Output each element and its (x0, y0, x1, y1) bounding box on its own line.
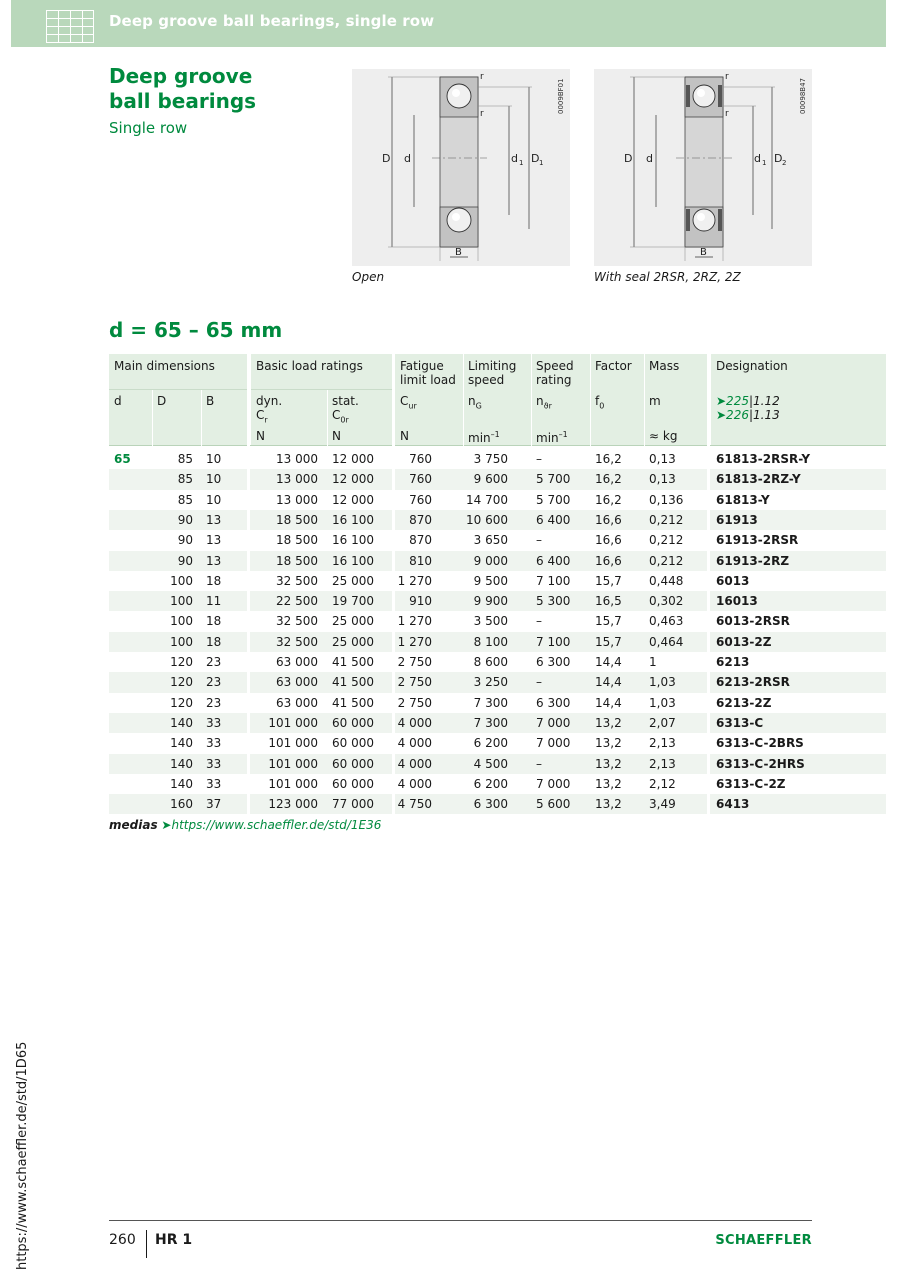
cell-nthr: 5 700 (536, 472, 571, 487)
cell-nG: 7 300 (473, 695, 508, 710)
cell-C0r: 16 100 (332, 553, 374, 568)
cell-B: 23 (206, 675, 222, 690)
cell-nG: 8 100 (473, 634, 508, 649)
cell-f0: 16,2 (595, 472, 622, 487)
cell-Cur: 2 750 (397, 675, 432, 690)
cell-nG: 3 650 (473, 533, 508, 548)
cell-nthr: 7 000 (536, 715, 571, 730)
cell-Cur: 1 270 (397, 634, 432, 649)
cell-C0r: 25 000 (332, 573, 374, 588)
designation-cell: 61813-Y (716, 492, 770, 507)
unit-nthr: $\min^{-1}$ (536, 430, 568, 445)
cell-Cur: 2 750 (397, 655, 432, 669)
cell-m: 2,13 (649, 756, 676, 771)
designation-cell: 6213 (716, 655, 750, 669)
header-title: Deep groove ball bearings, single row (109, 12, 435, 30)
figure-sealed-caption: With seal 2RSR, 2RZ, 2Z (594, 270, 741, 284)
cell-nG: 8 600 (473, 655, 508, 669)
designation-cell: 6313-C-2HRS (716, 756, 805, 771)
cell-f0: 16,6 (595, 553, 622, 568)
col-D: D (157, 394, 167, 408)
cell-f0: 14,4 (595, 675, 622, 690)
svg-text:d: d (754, 152, 761, 165)
table-row (109, 713, 886, 733)
col-f0: $f_0$ (595, 394, 605, 411)
cell-D: 140 (170, 776, 193, 791)
cell-C0r: 12 000 (332, 452, 374, 466)
cell-nG: 3 250 (473, 675, 508, 690)
col-group-main: Main dimensions (114, 359, 215, 373)
designation-cell: 16013 (716, 594, 758, 609)
cell-nthr: 5 700 (536, 492, 571, 507)
designation-cell: 6013-2Z (716, 634, 772, 649)
cell-nthr: 5 600 (536, 797, 571, 812)
cell-Cr: 32 500 (276, 573, 318, 588)
footer-divider (109, 1220, 812, 1221)
svg-text:D: D (531, 152, 540, 165)
cell-D: 100 (170, 594, 193, 609)
cell-B: 11 (206, 594, 222, 609)
cell-Cur: 760 (409, 452, 432, 466)
table-row (109, 733, 886, 753)
svg-text:0009BF01: 0009BF01 (557, 78, 565, 114)
table-row (109, 510, 886, 530)
cell-D: 120 (170, 655, 193, 669)
unit-Cr: N (256, 429, 265, 443)
cell-f0: 14,4 (595, 655, 622, 669)
designation-cell: 6213-2RSR (716, 675, 790, 690)
svg-text:B: B (455, 247, 462, 258)
cell-f0: 13,2 (595, 715, 622, 730)
cell-B: 18 (206, 634, 222, 649)
svg-text:d: d (646, 152, 653, 165)
open-bearing-drawing (352, 69, 570, 266)
designation-cell: 6213-2Z (716, 695, 772, 710)
cell-C0r: 16 100 (332, 533, 374, 548)
cell-D: 90 (177, 533, 193, 548)
table-row (109, 449, 886, 469)
cell-m: 0,464 (649, 634, 684, 649)
cell-Cur: 4 000 (397, 715, 432, 730)
cell-Cur: 1 270 (397, 573, 432, 588)
table-row (109, 774, 886, 794)
col-m: m (649, 394, 661, 408)
svg-text:1: 1 (539, 159, 544, 167)
col-group-limiting: Limiting speed (468, 359, 517, 387)
svg-text:r: r (480, 72, 484, 82)
cell-C0r: 60 000 (332, 776, 374, 791)
sealed-bearing-drawing (594, 69, 812, 266)
figure-open-bearing (352, 69, 570, 266)
cell-nthr: 6 300 (536, 695, 571, 710)
cell-C0r: 19 700 (332, 594, 374, 609)
cell-nG: 7 300 (473, 715, 508, 730)
cell-B: 23 (206, 695, 222, 710)
cell-B: 13 (206, 533, 222, 548)
cell-C0r: 41 500 (332, 655, 374, 669)
cell-nthr: – (536, 675, 542, 690)
cell-Cr: 18 500 (276, 553, 318, 568)
cell-nG: 9 000 (473, 553, 508, 568)
cell-f0: 13,2 (595, 797, 622, 812)
cell-D: 140 (170, 756, 193, 771)
col-Cr: dyn. $C_r$ (256, 394, 283, 425)
designation-cell: 61813-2RSR-Y (716, 452, 811, 466)
cell-B: 18 (206, 573, 222, 588)
cell-nG: 6 200 (473, 776, 508, 791)
cell-nthr: 7 000 (536, 736, 571, 751)
table-row (109, 652, 886, 672)
cell-C0r: 25 000 (332, 634, 374, 649)
cell-B: 13 (206, 553, 222, 568)
cell-C0r: 60 000 (332, 756, 374, 771)
cell-C0r: 16 100 (332, 512, 374, 527)
cell-m: 2,12 (649, 776, 676, 791)
cell-C0r: 77 000 (332, 797, 374, 812)
svg-text:d: d (511, 152, 518, 165)
cell-nG: 10 600 (466, 512, 508, 527)
cell-B: 33 (206, 715, 222, 730)
cell-nthr: 7 100 (536, 634, 571, 649)
cell-D: 100 (170, 614, 193, 629)
cell-Cur: 870 (409, 533, 432, 548)
svg-text:D: D (624, 152, 633, 165)
cell-nthr: 6 400 (536, 512, 571, 527)
col-group-speed: Speed rating (536, 359, 574, 387)
cell-nthr: 6 400 (536, 553, 571, 568)
designation-cell: 61913 (716, 512, 758, 527)
cell-Cur: 870 (409, 512, 432, 527)
svg-text:r: r (725, 109, 729, 119)
medias-link[interactable]: medias ➤https://www.schaeffler.de/std/1E36 (109, 818, 382, 832)
cell-C0r: 25 000 (332, 614, 374, 629)
bore-diameter: 65 (114, 452, 131, 466)
cell-C0r: 60 000 (332, 715, 374, 730)
cell-f0: 14,4 (595, 695, 622, 710)
col-Cur: $C_{ur}$ (400, 394, 417, 411)
cell-f0: 15,7 (595, 614, 622, 629)
svg-text:D: D (774, 152, 783, 165)
cell-B: 10 (206, 492, 222, 507)
cell-D: 100 (170, 573, 193, 588)
cell-m: 0,448 (649, 573, 684, 588)
cell-nG: 3 500 (473, 614, 508, 629)
col-B: B (206, 394, 215, 408)
table-row (109, 794, 886, 814)
cell-nthr: – (536, 452, 542, 466)
svg-text:d: d (404, 152, 411, 165)
table-row (109, 591, 886, 611)
designation-cell: 6413 (716, 797, 750, 812)
cell-Cur: 910 (409, 594, 432, 609)
cell-Cr: 63 000 (276, 655, 318, 669)
cell-f0: 15,7 (595, 573, 622, 588)
cell-f0: 13,2 (595, 756, 622, 771)
unit-C0r: N (332, 429, 341, 443)
table-row (109, 571, 886, 591)
cell-m: 1 (649, 655, 657, 669)
cell-C0r: 41 500 (332, 675, 374, 690)
cell-nthr: 7 100 (536, 573, 571, 588)
cell-nG: 6 300 (473, 797, 508, 812)
designation-cell: 6313-C (716, 715, 764, 730)
table-row (109, 490, 886, 510)
cell-m: 1,03 (649, 695, 676, 710)
cell-nG: 4 500 (473, 756, 508, 771)
cell-D: 85 (177, 492, 193, 507)
cell-m: 2,07 (649, 715, 676, 730)
cell-f0: 16,6 (595, 512, 622, 527)
table-row (109, 611, 886, 631)
cell-nthr: 5 300 (536, 594, 571, 609)
cell-D: 120 (170, 675, 193, 690)
cell-Cur: 810 (409, 553, 432, 568)
cell-nthr: 6 300 (536, 655, 571, 669)
svg-text:1: 1 (762, 159, 767, 167)
svg-text:00098B47: 00098B47 (799, 78, 807, 114)
section-title: d = 65 – 65 mm (109, 318, 283, 342)
cell-B: 10 (206, 452, 222, 466)
col-group-factor: Factor (595, 359, 632, 373)
unit-m: ≈ kg (649, 429, 678, 443)
cell-D: 85 (177, 472, 193, 487)
table-row (109, 469, 886, 489)
svg-text:B: B (700, 247, 707, 258)
cell-m: 0,13 (649, 472, 676, 487)
cell-Cr: 101 000 (268, 736, 318, 751)
cell-Cur: 4 000 (397, 756, 432, 771)
cell-C0r: 12 000 (332, 472, 374, 487)
cell-f0: 13,2 (595, 776, 622, 791)
cell-Cur: 2 750 (397, 695, 432, 710)
cell-D: 100 (170, 634, 193, 649)
svg-text:1: 1 (519, 159, 524, 167)
figure-sealed-bearing (594, 69, 812, 266)
col-d: d (114, 394, 122, 408)
cell-m: 0,302 (649, 594, 684, 609)
cell-nthr: 7 000 (536, 776, 571, 791)
cell-Cur: 4 000 (397, 736, 432, 751)
cell-B: 33 (206, 756, 222, 771)
cell-D: 90 (177, 512, 193, 527)
cell-Cr: 18 500 (276, 512, 318, 527)
cell-Cr: 18 500 (276, 533, 318, 548)
cell-Cr: 101 000 (268, 756, 318, 771)
cell-B: 23 (206, 655, 222, 669)
cell-m: 1,03 (649, 675, 676, 690)
cell-f0: 16,6 (595, 533, 622, 548)
page-number: 260 (109, 1232, 136, 1248)
cell-D: 140 (170, 715, 193, 730)
table-grid-icon (46, 10, 94, 43)
cell-C0r: 12 000 (332, 492, 374, 507)
designation-cell: 6013 (716, 573, 750, 588)
product-title: Deep groove ball bearings (109, 64, 257, 113)
designation-cell: 6013-2RSR (716, 614, 790, 629)
cell-B: 18 (206, 614, 222, 629)
cell-Cr: 123 000 (268, 797, 318, 812)
cell-Cur: 760 (409, 472, 432, 487)
cell-B: 13 (206, 512, 222, 527)
cell-D: 140 (170, 736, 193, 751)
brand-logo: SCHAEFFLER (715, 1233, 812, 1248)
cell-Cr: 101 000 (268, 776, 318, 791)
cell-Cr: 32 500 (276, 614, 318, 629)
col-group-load: Basic load ratings (256, 359, 363, 373)
svg-text:D: D (382, 152, 391, 165)
cell-C0r: 41 500 (332, 695, 374, 710)
figure-open-caption: Open (352, 270, 385, 284)
cell-D: 85 (177, 452, 193, 466)
cell-m: 0,136 (649, 492, 684, 507)
unit-Cur: N (400, 429, 409, 443)
svg-text:r: r (725, 72, 729, 82)
table-row (109, 530, 886, 550)
svg-text:r: r (480, 109, 484, 119)
cell-nG: 6 200 (473, 736, 508, 751)
unit-nG: $\min^{-1}$ (468, 430, 500, 445)
cell-Cr: 13 000 (276, 472, 318, 487)
cell-B: 33 (206, 736, 222, 751)
designation-reference-link[interactable]: ➤225|1.12 ➤226|1.13 (716, 394, 780, 422)
cell-m: 0,13 (649, 452, 676, 466)
table-row (109, 754, 886, 774)
designation-cell: 61913-2RSR (716, 533, 799, 548)
cell-nthr: – (536, 756, 542, 771)
cell-D: 90 (177, 553, 193, 568)
table-row (109, 693, 886, 713)
col-group-designation: Designation (716, 359, 788, 373)
col-group-mass: Mass (649, 359, 680, 373)
cell-Cr: 63 000 (276, 695, 318, 710)
table-row (109, 551, 886, 571)
cell-f0: 16,2 (595, 452, 622, 466)
cell-f0: 13,2 (595, 736, 622, 751)
cell-B: 10 (206, 472, 222, 487)
cell-f0: 16,2 (595, 492, 622, 507)
cell-Cr: 101 000 (268, 715, 318, 730)
cell-m: 0,212 (649, 512, 684, 527)
cell-Cr: 22 500 (276, 594, 318, 609)
designation-cell: 61813-2RZ-Y (716, 472, 801, 487)
cell-m: 3,49 (649, 797, 676, 812)
cell-nG: 9 900 (473, 594, 508, 609)
cell-nG: 9 600 (473, 472, 508, 487)
document-id: HR 1 (155, 1232, 193, 1248)
col-nthr: $n_{ϑr}$ (536, 394, 552, 411)
cell-f0: 15,7 (595, 634, 622, 649)
cell-Cr: 32 500 (276, 634, 318, 649)
svg-text:2: 2 (782, 159, 787, 167)
cell-m: 0,212 (649, 553, 684, 568)
cell-m: 0,212 (649, 533, 684, 548)
cell-Cr: 63 000 (276, 675, 318, 690)
cell-Cur: 760 (409, 492, 432, 507)
designation-cell: 6313-C-2Z (716, 776, 786, 791)
col-group-fatigue: Fatigue limit load (400, 359, 456, 387)
cell-f0: 16,5 (595, 594, 622, 609)
cell-B: 37 (206, 797, 222, 812)
table-row (109, 632, 886, 652)
cell-D: 120 (170, 695, 193, 710)
cell-nthr: – (536, 533, 542, 548)
cell-C0r: 60 000 (332, 736, 374, 751)
cell-nthr: – (536, 614, 542, 629)
col-nG: $n_G$ (468, 394, 482, 411)
cell-nG: 3 750 (473, 452, 508, 466)
cell-Cr: 13 000 (276, 492, 318, 507)
side-url[interactable]: https://www.schaeffler.de/std/1D65 (15, 1041, 30, 1270)
cell-Cur: 1 270 (397, 614, 432, 629)
table-row (109, 672, 886, 692)
cell-Cur: 4 000 (397, 776, 432, 791)
cell-m: 0,463 (649, 614, 684, 629)
cell-nG: 9 500 (473, 573, 508, 588)
cell-D: 160 (170, 797, 193, 812)
cell-Cur: 4 750 (397, 797, 432, 812)
col-C0r: stat. $C_{0r}$ (332, 394, 359, 425)
cell-Cr: 13 000 (276, 452, 318, 466)
cell-nG: 14 700 (466, 492, 508, 507)
designation-cell: 61913-2RZ (716, 553, 790, 568)
product-subtitle: Single row (109, 119, 188, 137)
designation-cell: 6313-C-2BRS (716, 736, 804, 751)
cell-m: 2,13 (649, 736, 676, 751)
cell-B: 33 (206, 776, 222, 791)
